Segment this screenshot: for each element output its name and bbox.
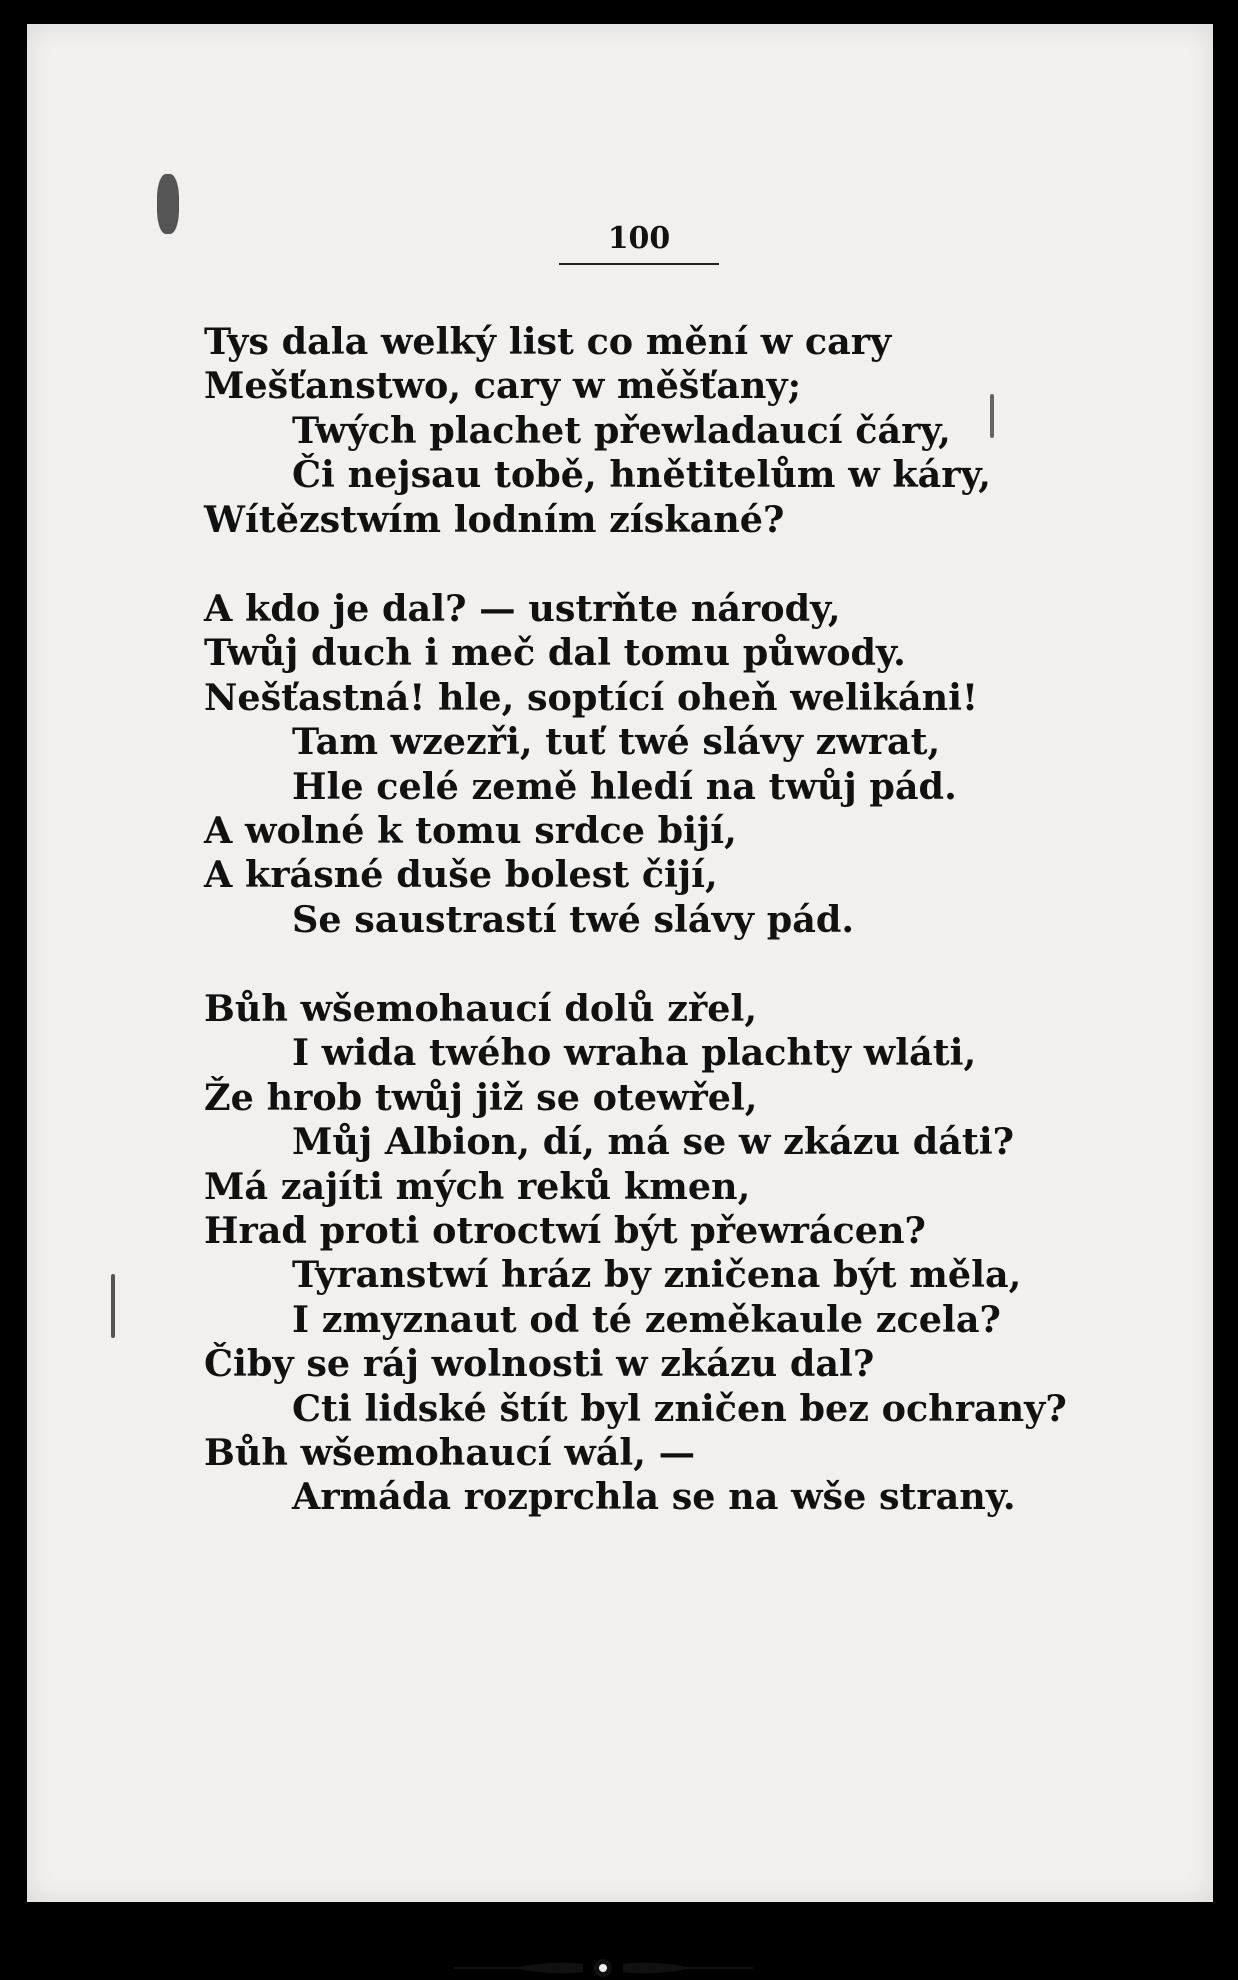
poem-line: A wolné k tomu srdce bijí, [204, 808, 737, 852]
poem-line: Nešťastná! hle, soptící oheň welikáni! [204, 675, 979, 719]
poem-line: Tyranstwí hráz by zničena být měla, [292, 1253, 1022, 1297]
poem-line: Hrad proti otroctwí být přewrácen? [204, 1209, 926, 1253]
poem-line: Tam wzezři, tuť twé slávy zwrat, [292, 720, 941, 764]
poem-line: Že hrob twůj již se otewřel, [204, 1075, 758, 1119]
poem-line: Twých plachet přewladaucí čáry, [292, 408, 951, 452]
poem-line: Bůh wšemohaucí wál, — [204, 1430, 696, 1474]
end-ornament [453, 1956, 753, 1980]
ink-speck [990, 394, 994, 438]
page-header [559, 219, 719, 265]
poem-line: Čiby se ráj wolnosti w zkázu dal? [204, 1342, 875, 1386]
poem-line: Tys dala welký list co mění w cary [204, 320, 892, 363]
poem-line: Se saustrastí twé slávy pád. [292, 897, 855, 941]
poem-line: A krásné duše bolest čijí, [204, 853, 718, 897]
page-number: 100 [607, 221, 671, 256]
poem-line: Cti lidské štít byl zničen bez ochrany? [292, 1386, 1067, 1430]
ink-speck [157, 174, 179, 234]
header-rule [559, 263, 719, 265]
poem-line: Twůj duch i meč dal tomu půwody. [204, 631, 906, 675]
stanza [204, 320, 1084, 542]
poem-line: I zmyznaut od té zeměkaule zcela? [292, 1297, 1001, 1341]
poem-line: Armáda rozprchla se na wše strany. [292, 1475, 1016, 1519]
stanza [204, 587, 1084, 942]
poem-line: A kdo je dal? — ustrňte národy, [204, 586, 841, 630]
poem-line: Bůh wšemohaucí dolů zřel, [204, 987, 758, 1031]
poem-line: Či nejsau tobě, hnětitelům w káry, [292, 453, 991, 497]
poem-line: Mešťanstwo, cary w měšťany; [204, 364, 802, 408]
poem-body [204, 320, 1084, 1520]
poem-line: Hle celé země hledí na twůj pád. [292, 764, 957, 808]
poem-line: Můj Albion, dí, má se w zkázu dáti? [292, 1120, 1015, 1164]
poem-line: Má zajíti mých reků kmen, [204, 1164, 751, 1208]
poem-line: Wítězstwím lodním získané? [204, 497, 785, 541]
book-page [27, 24, 1213, 1902]
stanza [204, 987, 1084, 1520]
poem-line: I wida twého wraha plachty wláti, [292, 1031, 977, 1075]
ink-speck [111, 1274, 115, 1338]
